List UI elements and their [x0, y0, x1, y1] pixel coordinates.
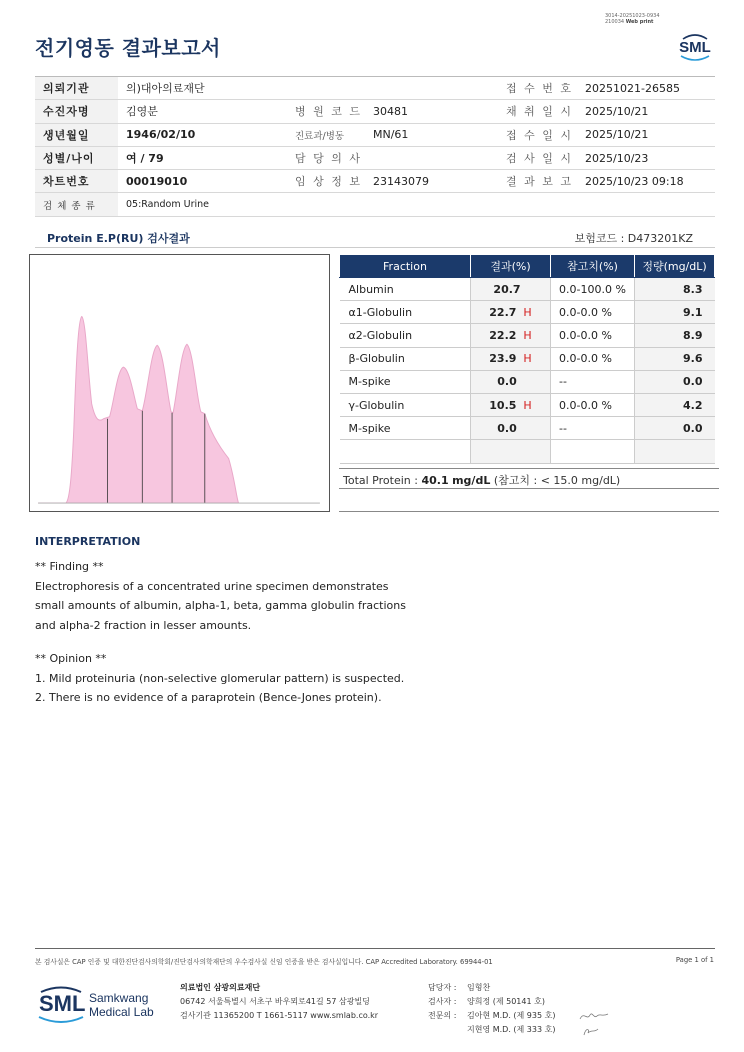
contact-line: 검사기관 11365200 T 1661-5117 www.smlab.co.kr: [180, 1011, 379, 1020]
finding-heading: ** Finding **: [35, 560, 104, 573]
footer-logo-text: SML: [39, 991, 86, 1016]
receipt-date-label: 접 수 일 시: [494, 123, 577, 146]
table-row: [340, 324, 715, 347]
table-row-empty: [340, 440, 715, 463]
patient-value: 김영분: [118, 100, 281, 123]
info-row-5: [35, 170, 715, 193]
insurance-code: 보험코드 : D473201KZ: [574, 232, 693, 245]
high-flag: H: [523, 328, 532, 342]
opinion-line: 2. There is no evidence of a paraprotein (Bence-Jones protein).: [35, 691, 382, 704]
electrophoresis-graph: [29, 254, 330, 512]
cap-certification: 본 검사실은 CAP 인증 및 대한진단검사의학회/진단검사의학재단의 우수검사실 신임 인증을 받은 검사실입니다. CAP Accredited Laboratory. 69944-01: [35, 958, 493, 966]
fraction-name: Albumin: [340, 278, 471, 301]
amount-value: 9.1: [635, 301, 715, 324]
sml-logo-text: SML: [679, 39, 711, 56]
fraction-name: M-spike: [340, 417, 471, 440]
doctor-value: [365, 146, 494, 169]
opinion-heading: ** Opinion **: [35, 652, 107, 665]
results-section-header: [35, 226, 715, 248]
dob-value: 1946/02/10: [118, 123, 281, 146]
fraction-name: γ-Globulin: [340, 393, 471, 416]
high-flag: H: [523, 398, 532, 412]
result-value: 22.2: [489, 328, 517, 342]
dept-label: 진료과/병동: [281, 123, 365, 146]
col-amount: 정량(mg/dL): [635, 255, 715, 278]
page-number: Page 1 of 1: [675, 956, 714, 964]
collect-date-value: 2025/10/21: [577, 100, 715, 123]
ref-range: 0.0-0.0 %: [551, 347, 635, 370]
staff-role: 담당자 :: [428, 983, 457, 992]
chart-value: 00019010: [118, 170, 281, 193]
result-value: 23.9: [489, 352, 517, 366]
req-org-label: 의뢰기관: [35, 77, 118, 100]
staff-name: 임형찬: [467, 983, 491, 992]
total-unit: mg/dL: [452, 474, 491, 487]
patient-info-table: [35, 76, 715, 217]
ref-range: --: [551, 370, 635, 393]
total-label: Total Protein :: [343, 474, 422, 487]
staff-role: 전문의 :: [428, 1011, 457, 1020]
finding-line: Electrophoresis of a concentrated urine specimen demonstrates: [35, 579, 389, 593]
ref-range: 0.0-100.0 %: [551, 278, 635, 301]
high-flag: H: [523, 305, 532, 319]
print-meta-line2: 210034: [605, 19, 625, 25]
report-title: 전기영동 결과보고서: [35, 36, 221, 60]
specimen-label: 검 체 종 류: [35, 193, 118, 216]
fraction-name: β-Globulin: [340, 347, 471, 370]
footer-address: [180, 981, 378, 1023]
result-value: 22.7: [489, 305, 517, 319]
fraction-name: M-spike: [340, 370, 471, 393]
col-fraction: Fraction: [340, 255, 471, 278]
staff-name: 김아현 M.D. (제 935 호): [467, 1011, 556, 1020]
print-meta: [605, 13, 660, 25]
fraction-results-table: [339, 254, 715, 464]
staff-role: 검사자 :: [428, 997, 457, 1006]
table-row: [340, 417, 715, 440]
signature-icon: [578, 1007, 612, 1039]
receipt-date-value: 2025/10/21: [577, 123, 715, 146]
results-section-title: Protein E.P(RU) 검사결과: [47, 232, 190, 245]
info-row-6: [35, 193, 715, 216]
result-value: 20.7: [493, 282, 521, 296]
amount-value: 9.6: [635, 347, 715, 370]
specimen-value: 05:Random Urine: [118, 193, 715, 216]
info-row-3: [35, 123, 715, 146]
sex-age-value: 여 / 79: [118, 146, 281, 169]
web-print-label: Web print: [625, 19, 654, 25]
report-label: 결 과 보 고: [494, 170, 577, 193]
table-row: [340, 347, 715, 370]
table-row: [340, 301, 715, 324]
fraction-name: α2-Globulin: [340, 324, 471, 347]
receipt-no-value: 20251021-26585: [577, 77, 715, 100]
finding-line: small amounts of albumin, alpha-1, beta, gamma globulin fractions: [35, 599, 406, 612]
ref-range: 0.0-0.0 %: [551, 393, 635, 416]
col-ref: 참고치(%): [551, 255, 635, 278]
footer-brand-name2: Medical Lab: [89, 1005, 154, 1019]
staff-name: 양희정 (제 50141 호): [467, 997, 545, 1006]
table-row: [340, 393, 715, 416]
report-value: 2025/10/23 09:18: [577, 170, 715, 193]
col-result: 결과(%): [471, 255, 551, 278]
org-name: 의료법인 삼광의료재단: [180, 983, 261, 992]
hosp-code-value: 30481: [365, 100, 494, 123]
ref-range: --: [551, 417, 635, 440]
receipt-no-label: 접 수 번 호: [494, 77, 577, 100]
high-flag: H: [523, 352, 532, 366]
interpretation-body: [35, 557, 406, 708]
ref-range: 0.0-0.0 %: [551, 301, 635, 324]
collect-date-label: 채 취 일 시: [494, 100, 577, 123]
samkwang-logo-icon: [37, 980, 167, 1026]
amount-value: 0.0: [635, 370, 715, 393]
clinical-value: 23143079: [365, 170, 494, 193]
finding-line: and alpha-2 fraction in lesser amounts.: [35, 618, 252, 632]
staff-name: 지현영 M.D. (제 333 호): [467, 1025, 556, 1034]
amount-value: 0.0: [635, 417, 715, 440]
footer-brand-name1: Samkwang: [89, 991, 149, 1005]
clinical-label: 임 상 정 보: [281, 170, 365, 193]
address-line: 06742 서울특별시 서초구 바우뫼로41길 57 삼광빌딩: [180, 997, 370, 1006]
opinion-line: 1. Mild proteinuria (non-selective glomerular pattern) is suspected.: [35, 671, 405, 685]
amount-value: 8.9: [635, 324, 715, 347]
sex-age-label: 성별/나이: [35, 146, 118, 169]
chart-label: 차트번호: [35, 170, 118, 193]
footer-staff: [428, 981, 555, 1037]
dept-value: MN/61: [365, 123, 494, 146]
interpretation-title: INTERPRETATION: [35, 535, 141, 548]
sml-logo-icon: [675, 26, 715, 66]
hosp-code-label: 병 원 코 드: [281, 100, 365, 123]
info-row-2: [35, 100, 715, 123]
amount-value: 8.3: [635, 278, 715, 301]
doctor-label: 담 당 의 사: [281, 146, 365, 169]
print-meta-line1: 3014-20251023-0934: [605, 13, 660, 19]
req-org-value: 의)대아의료재단: [118, 77, 494, 100]
test-date-value: 2025/10/23: [577, 146, 715, 169]
result-value: 10.5: [489, 398, 517, 412]
result-value: 0.0: [497, 421, 517, 435]
total-ref: (참고치 : < 15.0 mg/dL): [493, 474, 621, 487]
densitometry-curve: [38, 317, 238, 504]
table-row: [340, 370, 715, 393]
info-row-4: [35, 146, 715, 169]
divider: [339, 511, 719, 512]
footer-divider: [35, 948, 715, 949]
ref-range: 0.0-0.0 %: [551, 324, 635, 347]
patient-label: 수진자명: [35, 100, 118, 123]
result-value: 0.0: [497, 375, 517, 389]
dob-label: 생년월일: [35, 123, 118, 146]
total-protein: [339, 468, 719, 489]
table-row: [340, 278, 715, 301]
info-row-1: [35, 77, 715, 100]
total-value: 40.1: [421, 474, 449, 487]
fraction-name: α1-Globulin: [340, 301, 471, 324]
test-date-label: 검 사 일 시: [494, 146, 577, 169]
amount-value: 4.2: [635, 393, 715, 416]
